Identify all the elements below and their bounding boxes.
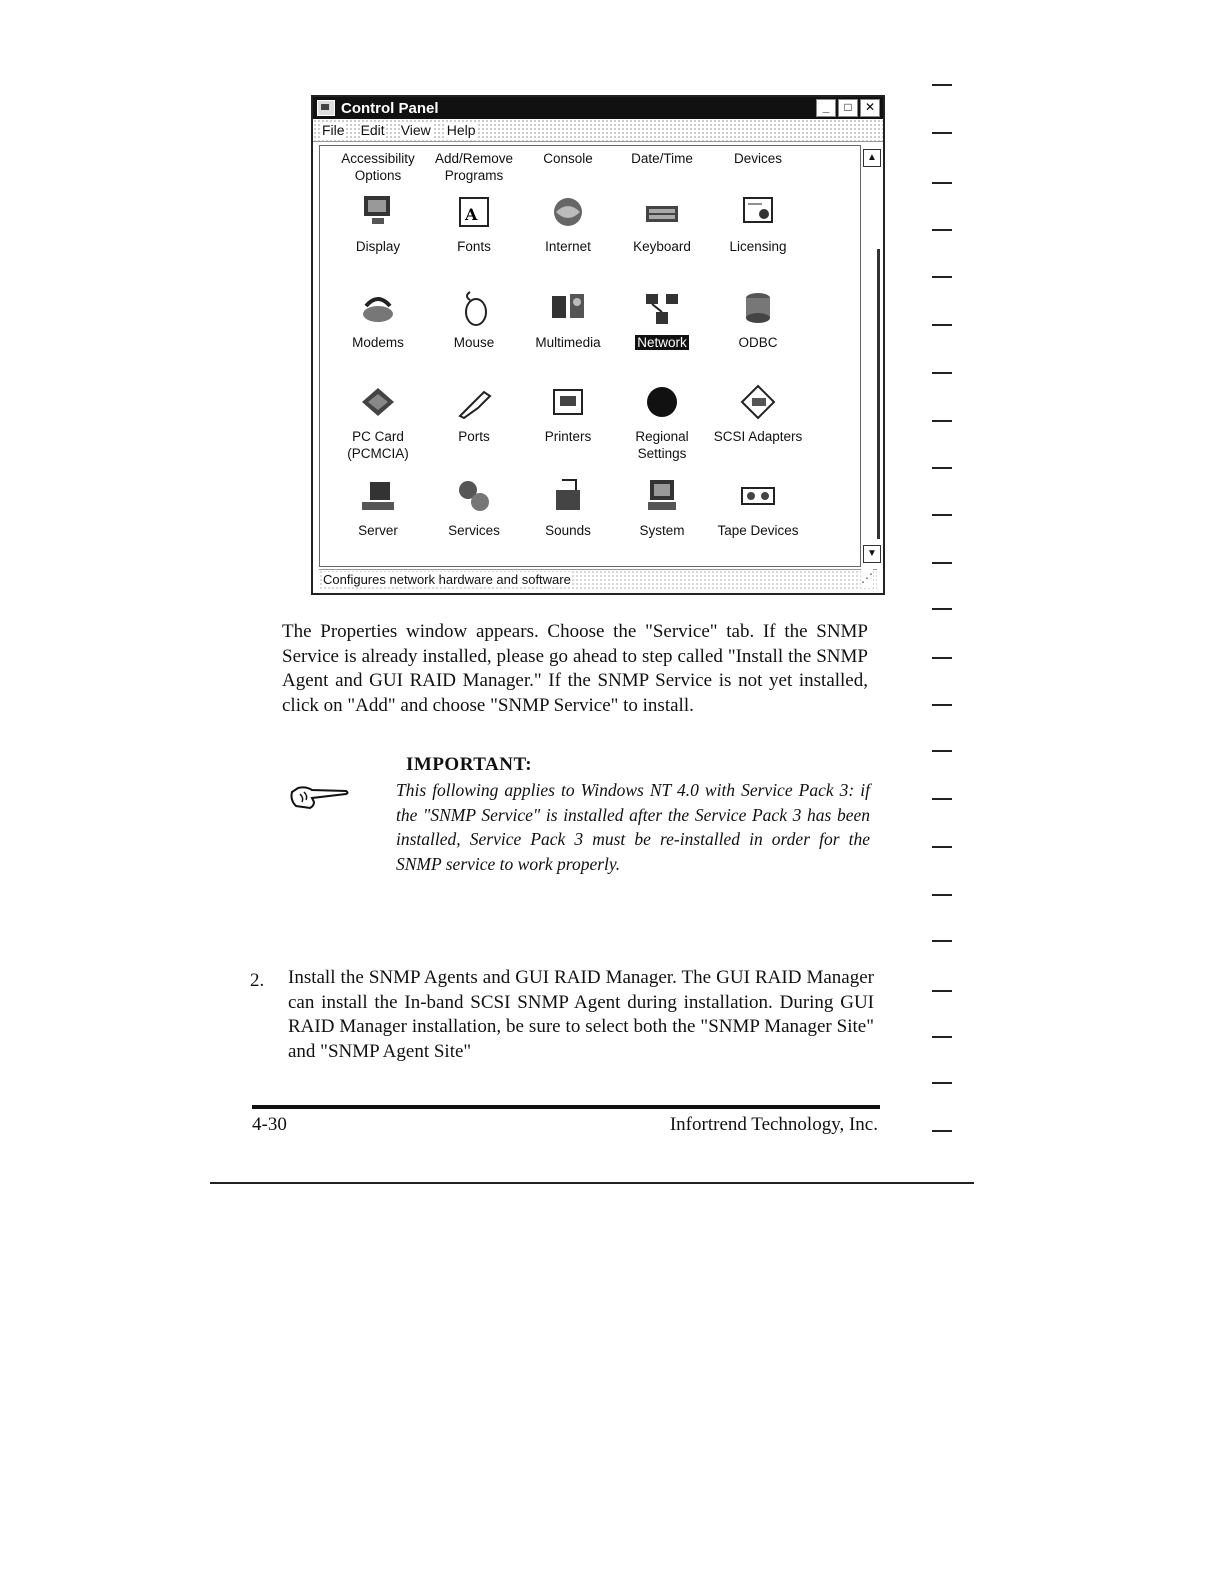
control-panel-item[interactable] xyxy=(708,476,808,539)
system-icon xyxy=(642,476,682,516)
control-panel-item[interactable] xyxy=(424,476,524,539)
scan-mark xyxy=(932,704,952,706)
control-panel-item-label: Tape Devices xyxy=(717,523,799,538)
printers-icon xyxy=(548,382,588,422)
control-panel-item[interactable] xyxy=(612,476,712,539)
status-text: Configures network hardware and software xyxy=(323,572,571,587)
control-panel-item[interactable] xyxy=(518,476,618,539)
control-panel-item[interactable] xyxy=(518,192,618,255)
scan-mark xyxy=(932,846,952,848)
step-text: Install the SNMP Agents and GUI RAID Manager. The GUI RAID Manager can install the In-band SCSI SNMP Agent during installation. During GUI RAID Manager installation, be sure to select both the "SNMP Manager Site" and "SNMP Agent Site" xyxy=(288,967,874,1062)
scan-mark xyxy=(932,657,952,659)
display-icon xyxy=(358,192,398,232)
scroll-down-icon[interactable]: ▼ xyxy=(863,545,881,563)
sounds-icon xyxy=(548,476,588,516)
control-panel-item-label: Date/Time xyxy=(631,151,693,166)
scan-mark xyxy=(932,894,952,896)
scan-mark xyxy=(932,467,952,469)
control-panel-item[interactable] xyxy=(424,192,524,255)
control-panel-item-label: Mouse xyxy=(453,335,495,350)
pc-card-icon xyxy=(358,382,398,422)
control-panel-item[interactable] xyxy=(328,192,428,255)
scan-mark xyxy=(932,1036,952,1038)
control-panel-item[interactable] xyxy=(518,382,618,445)
control-panel-item-label: Accessibility Options xyxy=(341,151,415,183)
control-panel-item-label: Modems xyxy=(352,335,404,350)
scan-mark xyxy=(932,608,952,610)
menu-bar xyxy=(313,119,883,142)
control-panel-item-label: SCSI Adapters xyxy=(713,429,803,444)
control-panel-item[interactable] xyxy=(612,288,712,351)
important-note: This following applies to Windows NT 4.0 with Service Pack 3: if the "SNMP Service" is installed after the Service Pack 3 has been installed, Service Pack 3 must be re-installed in order for the SNMP service to work properly. xyxy=(396,780,870,874)
control-panel-item-label: Printers xyxy=(544,429,592,444)
control-panel-item-label: Services xyxy=(448,523,500,538)
scsi-adapters-icon xyxy=(738,382,778,422)
control-panel-icon xyxy=(317,100,335,116)
control-panel-item[interactable] xyxy=(708,192,808,255)
control-panel-item-label: Fonts xyxy=(457,239,491,254)
keyboard-icon xyxy=(642,192,682,232)
internet-icon xyxy=(548,192,588,232)
network-icon xyxy=(642,288,682,328)
control-panel-item-label: Multimedia xyxy=(535,335,601,350)
icon-view xyxy=(319,145,861,567)
page-bottom-rule xyxy=(210,1182,974,1184)
services-icon xyxy=(454,476,494,516)
control-panel-item[interactable] xyxy=(424,288,524,351)
scan-mark xyxy=(932,324,952,326)
odbc-icon xyxy=(738,288,778,328)
control-panel-item-label: Licensing xyxy=(729,239,787,254)
control-panel-item-label: ODBC xyxy=(738,335,778,350)
control-panel-item[interactable] xyxy=(328,288,428,351)
page-number: 4-30 xyxy=(252,1114,287,1135)
scan-mark xyxy=(932,420,952,422)
control-panel-item-label: Console xyxy=(543,151,593,166)
svg-text:A: A xyxy=(465,205,478,224)
control-panel-item[interactable] xyxy=(424,382,524,445)
modems-icon xyxy=(358,288,398,328)
control-panel-item-label: Devices xyxy=(733,151,782,166)
control-panel-item-label: PC Card (PCMCIA) xyxy=(347,429,409,461)
control-panel-item-label: Regional Settings xyxy=(635,429,689,461)
control-panel-item[interactable] xyxy=(612,150,712,167)
scan-mark xyxy=(932,372,952,374)
important-heading: IMPORTANT: xyxy=(406,754,533,775)
vertical-scrollbar[interactable] xyxy=(863,145,881,565)
control-panel-item[interactable] xyxy=(328,150,428,184)
step-number: 2. xyxy=(250,970,265,991)
scan-mark xyxy=(932,562,952,564)
maximize-button[interactable]: □ xyxy=(838,99,858,117)
control-panel-item-label: Add/Remove Programs xyxy=(434,151,514,183)
minimize-button[interactable]: _ xyxy=(816,99,836,117)
scan-mark xyxy=(932,514,952,516)
regional-settings-icon xyxy=(642,382,682,422)
control-panel-item-label: Sounds xyxy=(545,523,591,538)
control-panel-item[interactable] xyxy=(708,288,808,351)
control-panel-item[interactable] xyxy=(612,382,712,462)
control-panel-item[interactable] xyxy=(708,150,808,167)
window-title: Control Panel xyxy=(341,99,439,117)
server-icon xyxy=(358,476,398,516)
scan-mark xyxy=(932,1130,952,1132)
control-panel-item-label: Internet xyxy=(545,239,591,254)
tape-devices-icon xyxy=(738,476,778,516)
control-panel-item[interactable] xyxy=(518,288,618,351)
control-panel-item-label: Keyboard xyxy=(633,239,691,254)
pointing-hand-icon xyxy=(288,782,350,810)
multimedia-icon xyxy=(548,288,588,328)
control-panel-item[interactable] xyxy=(328,382,428,462)
scan-mark xyxy=(932,229,952,231)
menu-edit[interactable]: Edit xyxy=(360,122,385,138)
control-panel-item[interactable] xyxy=(518,150,618,167)
control-panel-item[interactable] xyxy=(424,150,524,184)
fonts-icon xyxy=(454,192,494,232)
scan-mark xyxy=(932,990,952,992)
scan-mark xyxy=(932,798,952,800)
ports-icon xyxy=(454,382,494,422)
control-panel-item-label: System xyxy=(639,523,685,538)
scan-mark xyxy=(932,132,952,134)
mouse-icon xyxy=(454,288,494,328)
control-panel-item-label: Display xyxy=(355,239,401,254)
scroll-track[interactable] xyxy=(877,249,880,539)
scan-mark xyxy=(932,1082,952,1084)
body-paragraph: The Properties window appears. Choose the "Service" tab. If the SNMP Service is already installed, please go ahead to step called "Install the SNMP Agent and GUI RAID Manager." If the SNMP Service is not yet installed, click on "Add" and choose "SNMP Service" to install. xyxy=(282,621,868,716)
control-panel-item[interactable] xyxy=(708,382,808,445)
control-panel-item[interactable] xyxy=(612,192,712,255)
footer-rule xyxy=(252,1105,880,1109)
title-bar[interactable] xyxy=(313,97,883,119)
control-panel-item-label: Ports xyxy=(458,429,490,444)
control-panel-item[interactable] xyxy=(328,476,428,539)
menu-view[interactable]: View xyxy=(400,122,431,138)
close-button[interactable]: ✕ xyxy=(860,99,880,117)
scan-mark xyxy=(932,182,952,184)
scroll-up-icon[interactable]: ▲ xyxy=(863,149,881,167)
control-panel-window[interactable] xyxy=(311,95,885,595)
status-bar xyxy=(319,569,877,590)
licensing-icon xyxy=(738,192,778,232)
control-panel-item-label: Network xyxy=(637,335,687,350)
menu-file[interactable]: File xyxy=(322,122,345,138)
control-panel-item-label: Server xyxy=(358,523,398,538)
menu-help[interactable]: Help xyxy=(446,122,476,138)
scan-mark xyxy=(932,84,952,86)
footer-company: Infortrend Technology, Inc. xyxy=(669,1114,878,1135)
scan-mark xyxy=(932,940,952,942)
scan-mark xyxy=(932,750,952,752)
scan-mark xyxy=(932,276,952,278)
resize-grip-icon[interactable]: ⋰ xyxy=(861,568,873,588)
